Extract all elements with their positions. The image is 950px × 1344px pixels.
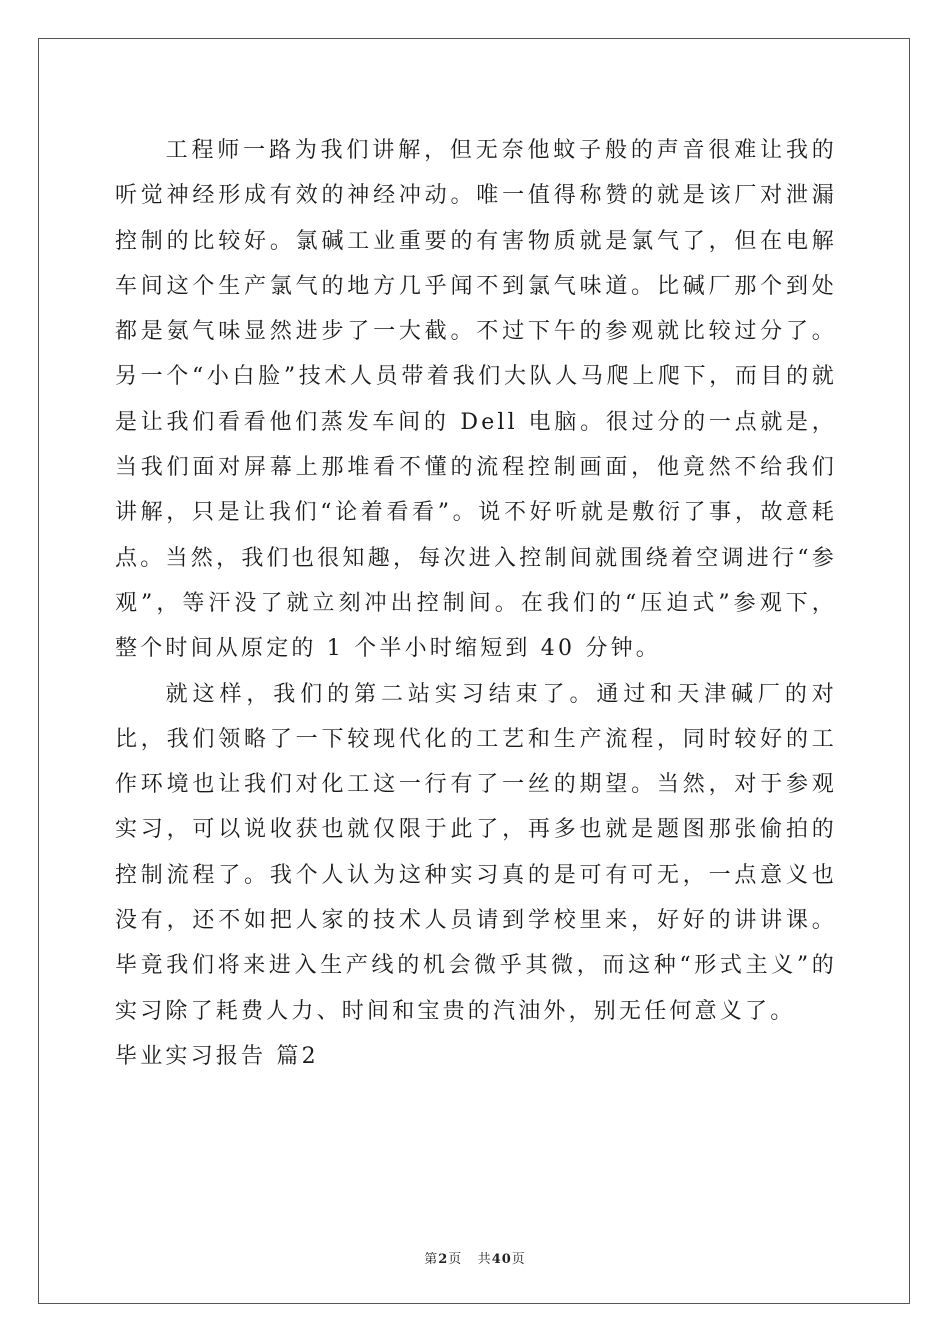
paragraph-2: 就这样，我们的第二站实习结束了。通过和天津碱厂的对比，我们领略了一下较现代化的工艺和生产流程，同时较好的工作环境也让我们对化工这一行有了一丝的期望。当然，对于参观实习，可以说收获也就仅限于此了，再多也就是题图那张偷拍的控制流程了。我个人认为这种实习真的是可有可无，一点意义也没有，还不如把人家的技术人员请到学校里来，好好的讲讲课。毕竟我们将来进入生产线的机会微乎其微，而这种“形式主义”的实习除了耗费人力、时间和宝贵的汽油外，别无任何意义了。 xyxy=(115,681,837,1024)
document-body xyxy=(115,128,837,1079)
footer-total-prefix: 共 xyxy=(477,1252,492,1267)
page-number: 2 xyxy=(438,1252,449,1267)
page-footer xyxy=(0,1248,950,1267)
footer-page-suffix: 页 xyxy=(448,1252,463,1267)
total-pages: 40 xyxy=(491,1252,512,1267)
footer-total-suffix: 页 xyxy=(511,1252,526,1267)
paragraph-1: 工程师一路为我们讲解，但无奈他蚊子般的声音很难让我的听觉神经形成有效的神经冲动。唯一值得称赞的就是该厂对泄漏控制的比较好。氯碱工业重要的有害物质就是氯气了，但在电解车间这个生产氯气的地方几乎闻不到氯气味道。比碱厂那个到处都是氨气味显然进步了一大截。不过下午的参观就比较过分了。另一个“小白脸”技术人员带着我们大队人马爬上爬下，而目的就是让我们看看他们蒸发车间的 Dell 电脑。很过分的一点就是，当我们面对屏幕上那堆看不懂的流程控制画面，他竟然不给我们讲解，只是让我们“论着看看”。说不好听就是敷衍了事，故意耗点。当然，我们也很知趣，每次进入控制间就围绕着空调进行“参观”，等汗没了就立刻冲出控制间。在我们的“压迫式”参观下，整个时间从原定的 1 个半小时缩短到 40 分钟。 xyxy=(115,138,837,662)
section-heading: 毕业实习报告 篇2 xyxy=(115,1043,319,1069)
footer-prefix: 第 xyxy=(424,1252,439,1267)
